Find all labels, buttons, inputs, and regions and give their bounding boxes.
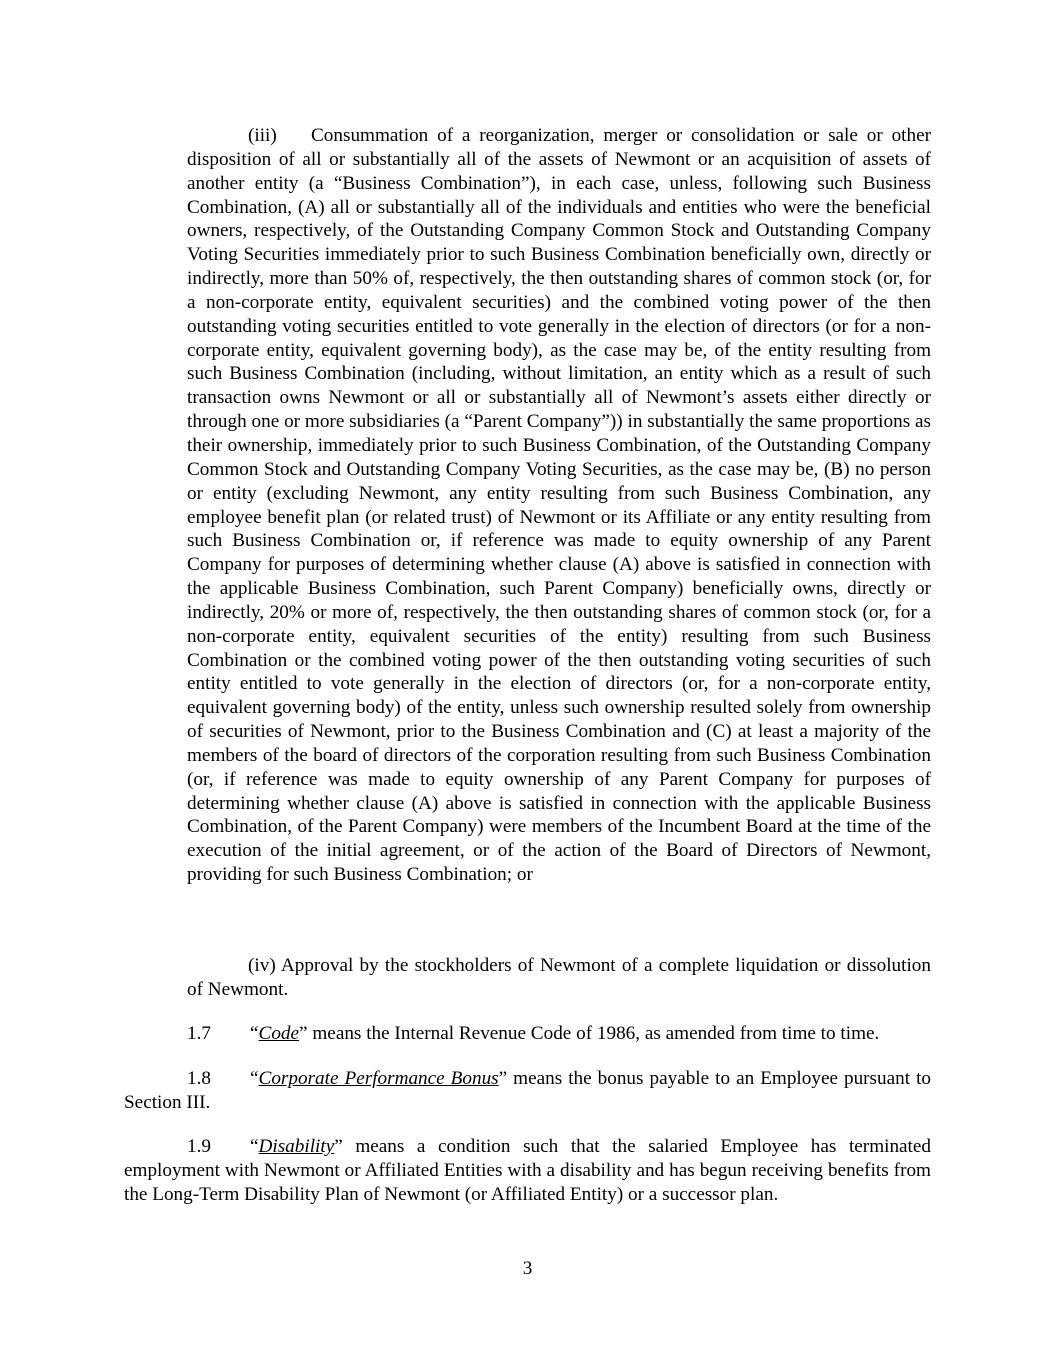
definition-text: means the Internal Revenue Code of 1986, as amended from time to time. bbox=[307, 1023, 880, 1044]
definition-1-9: 1.9 “Disability” means a condition such that the salaried Employee has terminated employment with Newmont or Affiliated Entities with a disability and has begun receiving benefits from the Long-Term Disability Plan of Newmont (or Affiliated Entity) or a successor plan. bbox=[124, 1136, 931, 1205]
clause-iii-label: (iii) bbox=[248, 125, 277, 146]
definition-number: 1.8 bbox=[187, 1068, 211, 1089]
definition-1-7: 1.7 “Code” means the Internal Revenue Code of 1986, as amended from time to time. bbox=[187, 1023, 880, 1044]
definition-term: Disability bbox=[258, 1136, 335, 1157]
definition-text: means a condition such that the salaried Employee has terminated employment with Newmont or Affiliated Entities with a disability and has begun receiving benefits from the Long-Term Disability Plan of Newmont (or Affiliated Entity) or a successor plan. bbox=[124, 1136, 931, 1205]
definition-term: Code bbox=[258, 1023, 300, 1044]
page-number: 3 bbox=[522, 1258, 533, 1279]
definition-term: Corporate Performance Bonus bbox=[258, 1068, 499, 1089]
clause-iv bbox=[187, 954, 931, 1002]
definition-text: means the bonus payable to an Employee pursuant to Section III. bbox=[124, 1068, 931, 1113]
definition-number: 1.7 bbox=[187, 1023, 211, 1044]
clause-iii bbox=[187, 124, 931, 887]
definition-number: 1.9 bbox=[187, 1136, 211, 1157]
clause-iii-text: Consummation of a reorganization, merger or consolidation or sale or other disposition of all or substantially all of the assets of Newmont or an acquisition of assets of another entity (a “Business Combination”), in each case, unless, following such Business Combination, (A) all or substantially all of the individuals and entities who were the beneficial owners, respectively, of the Outstanding Company Common Stock and Outstanding Company Voting Securities immediately prior to such Business Combination beneficially own, directly or indirectly, more than 50% of, respectively, the then outstanding shares of common stock (or, for a non-corporate entity, equivalent securities) and the combined voting power of the then outstanding voting securities entitled to vote generally in the election of directors (or for a non-corporate entity, equivalent governing body), as the case may be, of the entity resulting from such Business Combination (including, without limitation, an entity which as a result of such transaction owns Newmont or all or substantially all of Newmont’s assets either directly or through one or more subsidiaries (a “Parent Company”)) in substantially the same proportions as their ownership, immediately prior to such Business Combination, of the Outstanding Company Common Stock and Outstanding Company Voting Securities, as the case may be, (B) no person or entity (excluding Newmont, any entity resulting from such Business Combination, any employee benefit plan (or related trust) of Newmont or its Affiliate or any entity resulting from such Business Combination or, if reference was made to equity ownership of any Parent Company for purposes of determining whether clause (A) above is satisfied in connection with the applicable Business Combination, such Parent Company) beneficially owns, directly or indirectly, 20% or more of, respectively, the then outstanding shares of common stock (or, for a non-corporate entity, equivalent securities of the entity) resulting from such Business Combination or the combined voting power of the then outstanding voting securities of such entity entitled to vote generally in the election of directors (or, for a non-corporate entity, equivalent governing body) of the entity, unless such ownership resulted solely from ownership of securities of Newmont, prior to the Business Combination and (C) at least a majority of the members of the board of directors of the corporation resulting from such Business Combination (or, if reference was made to equity ownership of any Parent Company for purposes of determining whether clause (A) above is satisfied in connection with the applicable Business Combination, of the Parent Company) were members of the Incumbent Board at the time of the execution of the initial agreement, or of the action of the Board of Directors of Newmont, providing for such Business Combination; or bbox=[187, 125, 931, 886]
definition-1-8: 1.8 “Corporate Performance Bonus” means the bonus payable to an Employee pursuant to Section III. bbox=[124, 1068, 931, 1113]
clause-iv-text: Approval by the stockholders of Newmont of a complete liquidation or dissolution of Newmont. bbox=[187, 955, 931, 1000]
clause-iv-label: (iv) bbox=[248, 955, 276, 976]
